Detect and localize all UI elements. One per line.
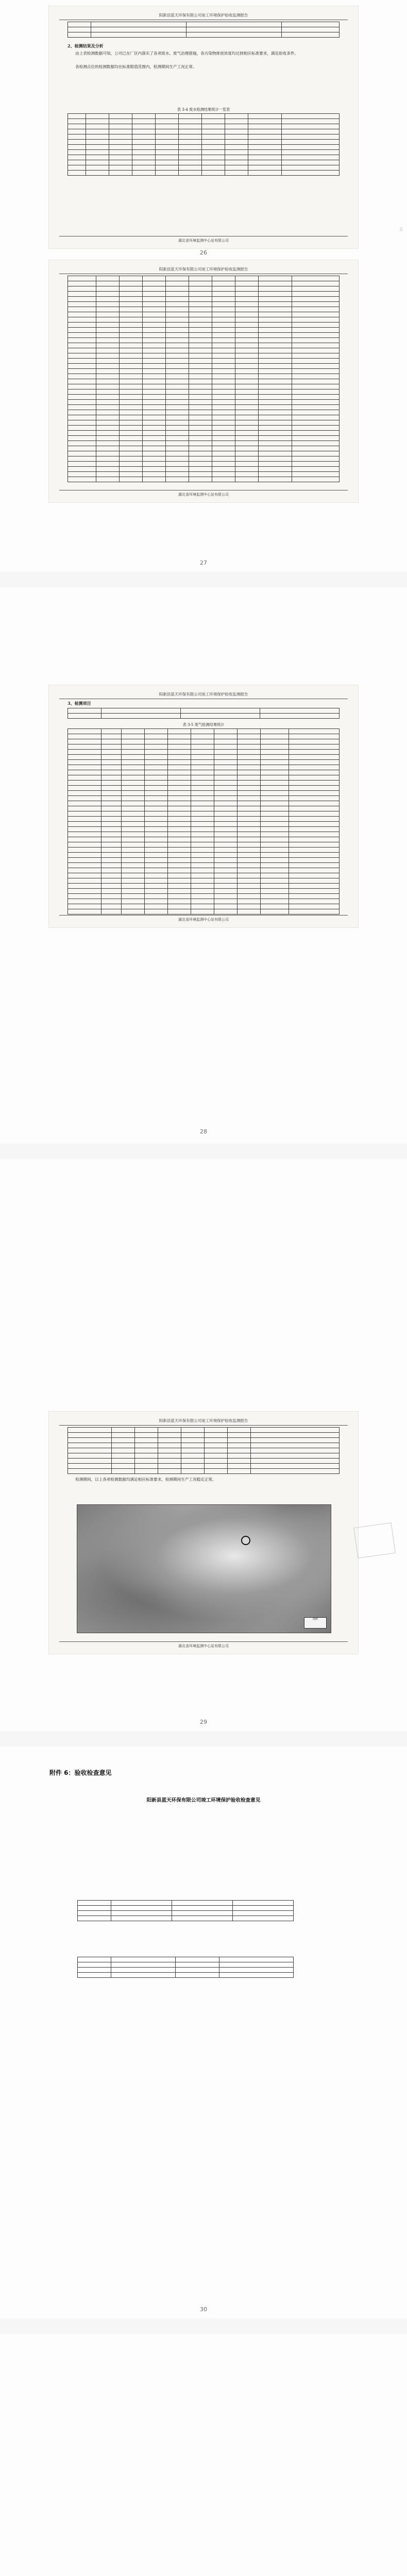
scanned-report-page-1 (49, 6, 358, 248)
page-gap (0, 1731, 407, 1747)
paragraph: 由上表检测数据可知，公司已在厂区内落实了各项废水、废气治理措施，各污染物排放浓度均达到相应标准要求，满足验收条件。 (75, 51, 299, 56)
report-header: 阳新县蓝天环保有限公司竣工环境保护验收监测报告 (59, 691, 348, 699)
monitoring-table-top (67, 22, 340, 38)
pdf-page-3 (0, 1159, 407, 1731)
monitoring-table-continued (67, 1427, 340, 1474)
page-number: 30 (200, 2306, 207, 2313)
section-heading: 2、检测结果及分析 (67, 43, 104, 48)
page-number: 26 (200, 249, 207, 256)
photo-legend: 图例 (304, 1617, 327, 1629)
paragraph (49, 2426, 358, 2441)
paragraph (49, 1985, 358, 1992)
page-number: 28 (200, 1128, 207, 1135)
paragraph (49, 2478, 358, 2494)
paragraph (49, 2352, 358, 2368)
paragraph (49, 2414, 358, 2421)
section-heading: 3、检测项目 (67, 701, 91, 706)
paragraph (49, 2394, 358, 2409)
paragraph (49, 2540, 358, 2555)
site-aerial-photo (77, 1504, 331, 1633)
paragraph (49, 1870, 358, 1877)
page-gap (0, 1144, 407, 1159)
pdf-page-1 (0, 0, 407, 572)
page-gap (0, 572, 407, 587)
side-watermark: 五 (398, 227, 403, 231)
report-footer: 湖北省环境监测中心站有限公司 (59, 236, 348, 243)
page-gap (0, 2318, 407, 2334)
monitoring-table-small (67, 708, 340, 719)
paragraph (49, 1808, 358, 1831)
scanned-report-page-3 (49, 1412, 358, 1654)
page-number: 27 (200, 560, 207, 566)
pdf-page-5 (0, 2334, 407, 2576)
paragraph (49, 2024, 358, 2031)
paragraph (49, 1927, 358, 1934)
pdf-page-2 (0, 587, 407, 1144)
page-number: 29 (200, 1719, 207, 1725)
paragraph (49, 1882, 358, 1897)
paragraph: 检测期间，以上各项检测数据均满足相应标准要求，检测期间生产工况稳定正常。 (75, 1477, 216, 1482)
paragraph (49, 2373, 358, 2388)
paragraph: 各检测点位的检测数据均在标准限值范围内，检测期间生产工况正常。 (75, 64, 197, 69)
location-marker-icon (241, 1536, 250, 1545)
report-header: 阳新县蓝天环保有限公司竣工环境保护验收监测报告 (59, 12, 348, 20)
equipment-table (77, 1900, 294, 1921)
paragraph (49, 2561, 358, 2576)
paragraph (49, 2446, 358, 2462)
report-header: 阳新县蓝天环保有限公司竣工环境保护验收监测报告 (59, 266, 348, 274)
paragraph (49, 1835, 358, 1866)
annex-title: 附件 6：验收检查意见 (49, 1769, 112, 1776)
table-caption: 表 3-4 废水检测结果统计一览表 (177, 107, 230, 112)
wastewater-table (67, 113, 340, 176)
pdf-page-4 (0, 1747, 407, 2318)
table-caption: 表 3-5 废气检测结果统计 (182, 722, 225, 727)
wastewater-table-continued (67, 276, 340, 482)
report-footer: 湖北省环境监测中心站有限公司 (59, 490, 348, 497)
document-title: 阳新县蓝天环保有限公司竣工环境保护验收检查意见 (146, 1798, 261, 1803)
report-footer: 湖北省环境监测中心站有限公司 (59, 915, 348, 922)
paragraph (49, 2519, 358, 2535)
scanned-report-page-2 (49, 685, 358, 927)
paragraph (49, 2467, 358, 2474)
exhaust-gas-table (67, 728, 340, 914)
scanned-report-page-1b (49, 260, 358, 502)
report-header: 阳新县蓝天环保有限公司竣工环境保护验收监测报告 (59, 1418, 348, 1426)
inspection-table (77, 1957, 294, 1978)
paragraph (49, 1996, 358, 2019)
paragraph (49, 2036, 358, 2043)
paragraph (49, 2499, 358, 2514)
signature-stamp (353, 1522, 396, 1558)
paragraph (49, 1938, 358, 1954)
report-footer: 湖北省环境监测中心站有限公司 (59, 1641, 348, 1649)
